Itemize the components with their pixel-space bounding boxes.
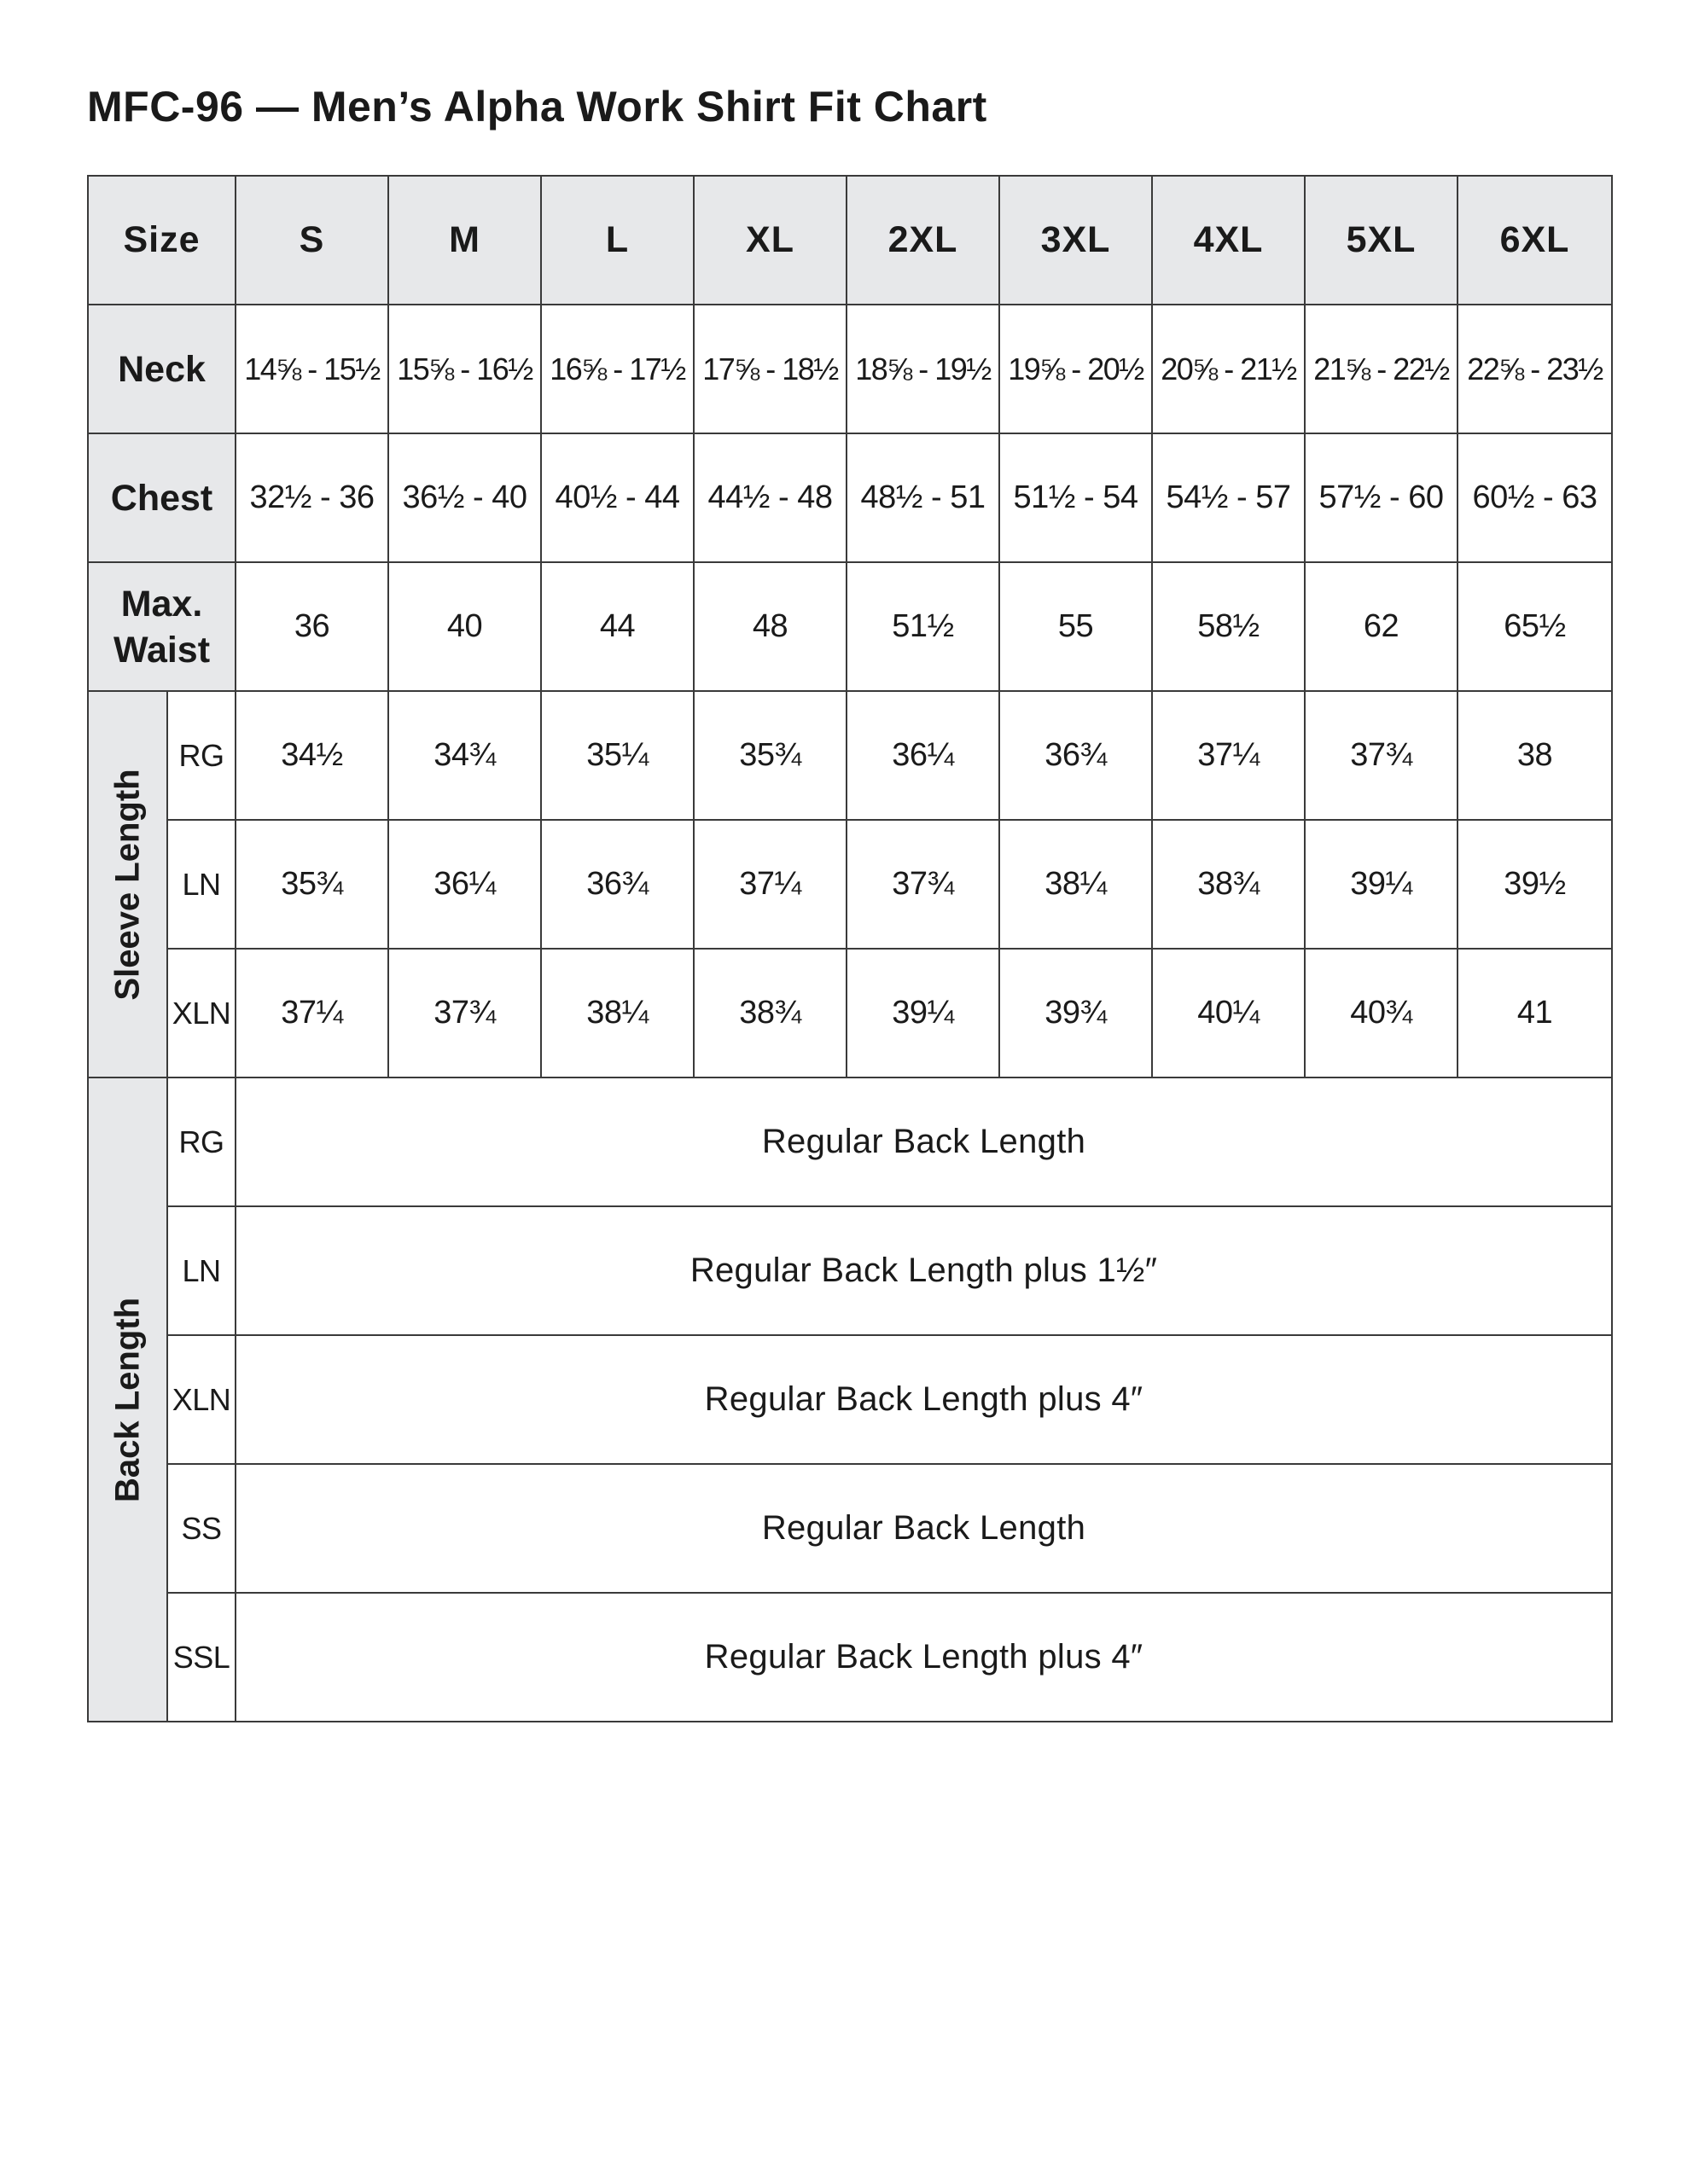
waist-value: 36	[236, 562, 388, 691]
size-header: 2XL	[847, 176, 999, 305]
sleeve-value: 39¼	[847, 949, 999, 1077]
sleeve-value: 35¾	[236, 820, 388, 949]
waist-value: 62	[1305, 562, 1458, 691]
neck-value: 21⅝ - 22½	[1305, 305, 1458, 433]
chest-value: 40½ - 44	[541, 433, 694, 562]
fit-chart-table	[87, 175, 1613, 1722]
sleeve-length-group	[88, 691, 167, 1077]
sleeve-value: 36¾	[541, 820, 694, 949]
sleeve-row-ln	[88, 820, 1612, 949]
back-row-ssl	[88, 1593, 1612, 1722]
back-length-value: Regular Back Length plus 4″	[236, 1335, 1612, 1464]
size-header: 6XL	[1458, 176, 1612, 305]
back-row-ln	[88, 1206, 1612, 1335]
back-row-xln	[88, 1335, 1612, 1464]
neck-value: 17⅝ - 18½	[694, 305, 847, 433]
sleeve-code: XLN	[167, 949, 236, 1077]
sleeve-length-label: Sleeve Length	[108, 768, 146, 1001]
chest-value: 51½ - 54	[999, 433, 1152, 562]
back-row-ss	[88, 1464, 1612, 1593]
sleeve-value: 40¾	[1305, 949, 1458, 1077]
chest-value: 57½ - 60	[1305, 433, 1458, 562]
sleeve-value: 35¼	[541, 691, 694, 820]
neck-label: Neck	[88, 305, 236, 433]
back-length-value: Regular Back Length	[236, 1464, 1612, 1593]
sleeve-value: 34¾	[388, 691, 541, 820]
sleeve-value: 35¾	[694, 691, 847, 820]
sleeve-value: 39¼	[1305, 820, 1458, 949]
page-title: MFC-96 — Men’s Alpha Work Shirt Fit Chart	[87, 83, 987, 131]
chest-value: 54½ - 57	[1152, 433, 1305, 562]
chest-value: 36½ - 40	[388, 433, 541, 562]
neck-value: 22⅝ - 23½	[1458, 305, 1612, 433]
back-length-value: Regular Back Length	[236, 1077, 1612, 1206]
sleeve-code: LN	[167, 820, 236, 949]
sleeve-value: 37¾	[1305, 691, 1458, 820]
waist-label-line2: Waist	[113, 629, 211, 671]
size-header: XL	[694, 176, 847, 305]
waist-label-line1: Max.	[120, 583, 203, 624]
sleeve-value: 34½	[236, 691, 388, 820]
back-length-value: Regular Back Length plus 4″	[236, 1593, 1612, 1722]
sleeve-value: 38	[1458, 691, 1612, 820]
size-header-row	[88, 176, 1612, 305]
back-length-value: Regular Back Length plus 1½″	[236, 1206, 1612, 1335]
waist-value: 51½	[847, 562, 999, 691]
size-header: M	[388, 176, 541, 305]
waist-value: 44	[541, 562, 694, 691]
chest-label: Chest	[88, 433, 236, 562]
sleeve-row-rg	[88, 691, 1612, 820]
sleeve-value: 41	[1458, 949, 1612, 1077]
chest-value: 32½ - 36	[236, 433, 388, 562]
sleeve-value: 40¼	[1152, 949, 1305, 1077]
neck-value: 15⅝ - 16½	[388, 305, 541, 433]
neck-value: 20⅝ - 21½	[1152, 305, 1305, 433]
size-header: 4XL	[1152, 176, 1305, 305]
back-code: SS	[167, 1464, 236, 1593]
neck-value: 19⅝ - 20½	[999, 305, 1152, 433]
sleeve-row-xln	[88, 949, 1612, 1077]
chest-value: 48½ - 51	[847, 433, 999, 562]
chest-value: 44½ - 48	[694, 433, 847, 562]
neck-row	[88, 305, 1612, 433]
sleeve-code: RG	[167, 691, 236, 820]
waist-label	[88, 562, 236, 691]
sleeve-value: 38¼	[541, 949, 694, 1077]
waist-value: 65½	[1458, 562, 1612, 691]
sleeve-value: 36¼	[388, 820, 541, 949]
neck-value: 14⅝ - 15½	[236, 305, 388, 433]
neck-value: 18⅝ - 19½	[847, 305, 999, 433]
sleeve-value: 38¾	[694, 949, 847, 1077]
sleeve-value: 37¼	[1152, 691, 1305, 820]
neck-value: 16⅝ - 17½	[541, 305, 694, 433]
sleeve-value: 37¾	[388, 949, 541, 1077]
back-code: SSL	[167, 1593, 236, 1722]
waist-value: 55	[999, 562, 1152, 691]
back-code: RG	[167, 1077, 236, 1206]
size-header: 3XL	[999, 176, 1152, 305]
back-code: LN	[167, 1206, 236, 1335]
sleeve-value: 37¼	[236, 949, 388, 1077]
waist-row	[88, 562, 1612, 691]
waist-value: 58½	[1152, 562, 1305, 691]
size-header: 5XL	[1305, 176, 1458, 305]
back-row-rg	[88, 1077, 1612, 1206]
sleeve-value: 39¾	[999, 949, 1152, 1077]
chest-value: 60½ - 63	[1458, 433, 1612, 562]
sleeve-value: 37¼	[694, 820, 847, 949]
waist-value: 40	[388, 562, 541, 691]
size-header: S	[236, 176, 388, 305]
size-header: L	[541, 176, 694, 305]
sleeve-value: 36¾	[999, 691, 1152, 820]
sleeve-value: 38¾	[1152, 820, 1305, 949]
chest-row	[88, 433, 1612, 562]
sleeve-value: 38¼	[999, 820, 1152, 949]
sleeve-value: 37¾	[847, 820, 999, 949]
back-code: XLN	[167, 1335, 236, 1464]
size-label: Size	[88, 176, 236, 305]
waist-value: 48	[694, 562, 847, 691]
back-length-group	[88, 1077, 167, 1722]
sleeve-value: 39½	[1458, 820, 1612, 949]
sleeve-value: 36¼	[847, 691, 999, 820]
back-length-label: Back Length	[108, 1297, 146, 1502]
